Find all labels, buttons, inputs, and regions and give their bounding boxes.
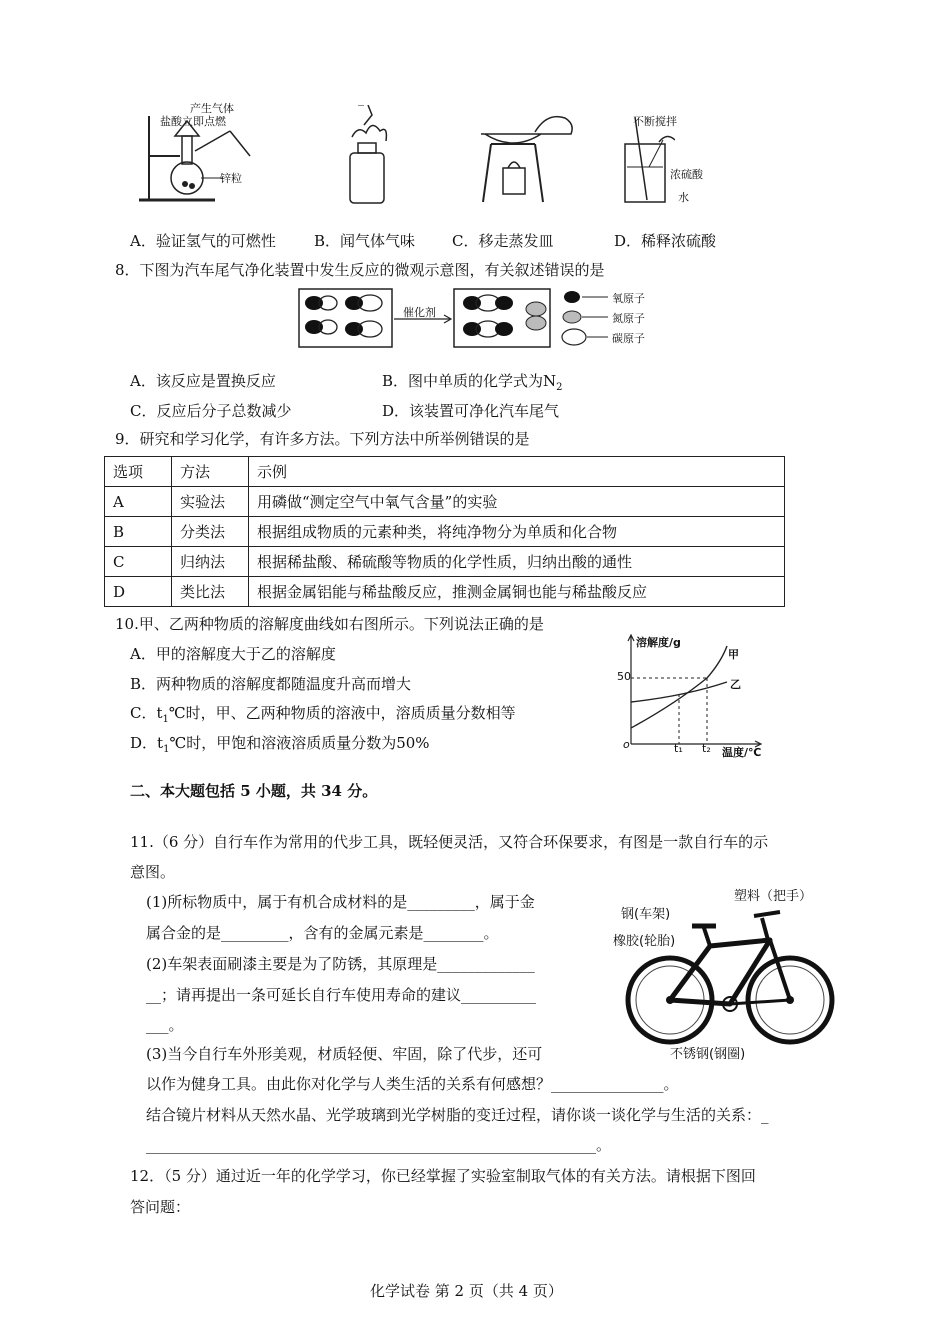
q8-option-c: C．反应后分子总数减少 [130,402,292,420]
graph-xlabel: 温度/℃ [722,746,762,759]
bike-label-stainless: 不锈钢(钢圈) [670,1047,746,1062]
q11-part4-a: 结合镜片材料从天然水晶、光学玻璃到光学树脂的变迁过程，请你谈一谈化学与生活的关系：_ [146,1106,769,1124]
q7-option-b: B．闻气体气味 [314,232,416,250]
solubility-graph [615,632,775,762]
q10-option-d: D．$t_1℃$时，甲饱和溶液溶质质量分数为50% [130,734,430,755]
table-cell: 归纳法 [172,547,249,577]
figure-c-evaporating-dish [475,108,585,208]
figure-d-label-acid: 浓硫酸 [670,168,703,181]
graph-y-tick-50: 50 [617,670,631,683]
graph-series-jia: 甲 [728,648,739,661]
bicycle-figure [620,900,840,1050]
q8-stem: 8．下图为汽车尾气净化装置中发生反应的微观示意图，有关叙述错误的是 [115,261,605,279]
table-cell: 分类法 [172,517,249,547]
q10-option-a: A．甲的溶解度大于乙的溶解度 [130,645,336,663]
figure-d-label-stir: 不断搅拌 [633,115,677,128]
legend-atoms [560,289,610,347]
table-cell: D [105,577,172,607]
section-2-heading: 二、本大题包括 5 小题，共 34 分。 [130,782,378,800]
q7-option-a: A．验证氢气的可燃性 [130,232,276,250]
page-footer: 化学试卷 第 2 页（共 4 页） [370,1282,563,1300]
graph-series-yi: 乙 [730,678,741,691]
legend-carbon: 碳原子 [612,332,645,345]
figure-a-label-zinc: 锌粒 [220,172,242,185]
q12-line1: 12．（5 分）通过近一年的化学学习，你已经掌握了实验室制取气体的有关方法。请根据下图回 [130,1167,756,1185]
q12-line2: 答问题： [130,1198,191,1216]
graph-x-tick-t1: t₁ [674,742,683,755]
figure-a-label-acid: 盐酸立即点燃 [160,115,226,128]
table-header-cell: 方法 [172,457,249,487]
graph-ylabel: 溶解度/g [636,636,681,649]
figure-b-smell-gas [338,105,398,205]
q7-option-c: C．移走蒸发皿 [452,232,554,250]
legend-nitrogen: 氮原子 [612,312,645,325]
legend-oxygen: 氧原子 [612,292,645,305]
q10-stem: 10.甲、乙两种物质的溶解度曲线如右图所示。下列说法正确的是 [115,615,544,633]
table-cell: A [105,487,172,517]
q7-option-d: D．稀释浓硫酸 [614,232,717,250]
table-header-cell: 示例 [249,457,785,487]
q11-part2-a: (2)车架表面刷漆主要是为了防锈，其原理是_____________ [146,955,535,973]
table-cell: C [105,547,172,577]
q11-part3-b: 以作为健身工具。由此你对化学与人类生活的关系有何感想？_______________。 [146,1075,679,1093]
q9-stem: 9．研究和学习化学，有许多方法。下列方法中所举例错误的是 [115,430,530,448]
q8-option-a: A．该反应是置换反应 [130,372,276,390]
q11-part2-b: __；请再提出一条可延长自行车使用寿命的建议__________ [146,986,537,1004]
table-cell: 根据金属铝能与稀盐酸反应，推测金属铜也能与稀盐酸反应 [249,577,785,607]
table-header-row [105,457,785,487]
table-cell: 根据组成物质的元素种类，将纯净物分为单质和化合物 [249,517,785,547]
q11-line2: 意图。 [130,863,176,881]
catalyst-label: 催化剂 [403,306,436,319]
table-cell: 实验法 [172,487,249,517]
table-cell: 用磷做“测定空气中氧气含量”的实验 [249,487,785,517]
figure-d-label-water: 水 [678,191,689,204]
q10-option-c: C．$t_1℃$时，甲、乙两种物质的溶液中，溶质质量分数相等 [130,704,516,725]
graph-x-tick-t2: t₂ [702,742,711,755]
table-row [105,487,785,517]
q11-line1: 11.（6 分）自行车作为常用的代步工具，既轻便灵活，又符合环保要求，有图是一款自行车的示 [130,833,769,851]
q8-option-d: D．该装置可净化汽车尾气 [382,402,560,420]
table-row [105,547,785,577]
q9-table [104,456,785,607]
table-cell: 根据稀盐酸、稀硫酸等物质的化学性质，归纳出酸的通性 [249,547,785,577]
table-cell: B [105,517,172,547]
bike-label-plastic: 塑料（把手） [734,889,813,904]
table-header-cell: 选项 [105,457,172,487]
q11-part2-c: ___。 [146,1016,184,1034]
bike-label-steel: 钢(车架) [621,907,671,922]
q11-part1-b: 属合金的是_________，含有的金属元素是________。 [146,924,499,942]
table-row [105,517,785,547]
q11-part4-b: ____________________________________________________________。 [146,1136,612,1154]
figure-a-label-gas: 产生气体 [190,102,234,115]
q11-part3-a: (3)当今自行车外形美观，材质轻便、牢固，除了代步，还可 [146,1045,543,1063]
table-row [105,577,785,607]
q8-option-b: B．图中单质的化学式为$N_2$ [382,372,563,393]
table-cell: 类比法 [172,577,249,607]
bike-label-rubber: 橡胶(轮胎) [613,934,676,949]
q10-option-b: B．两种物质的溶解度都随温度升高而增大 [130,675,412,693]
q11-part1-a: (1)所标物质中，属于有机合成材料的是_________，属于金 [146,893,535,911]
graph-origin: o [623,738,630,751]
